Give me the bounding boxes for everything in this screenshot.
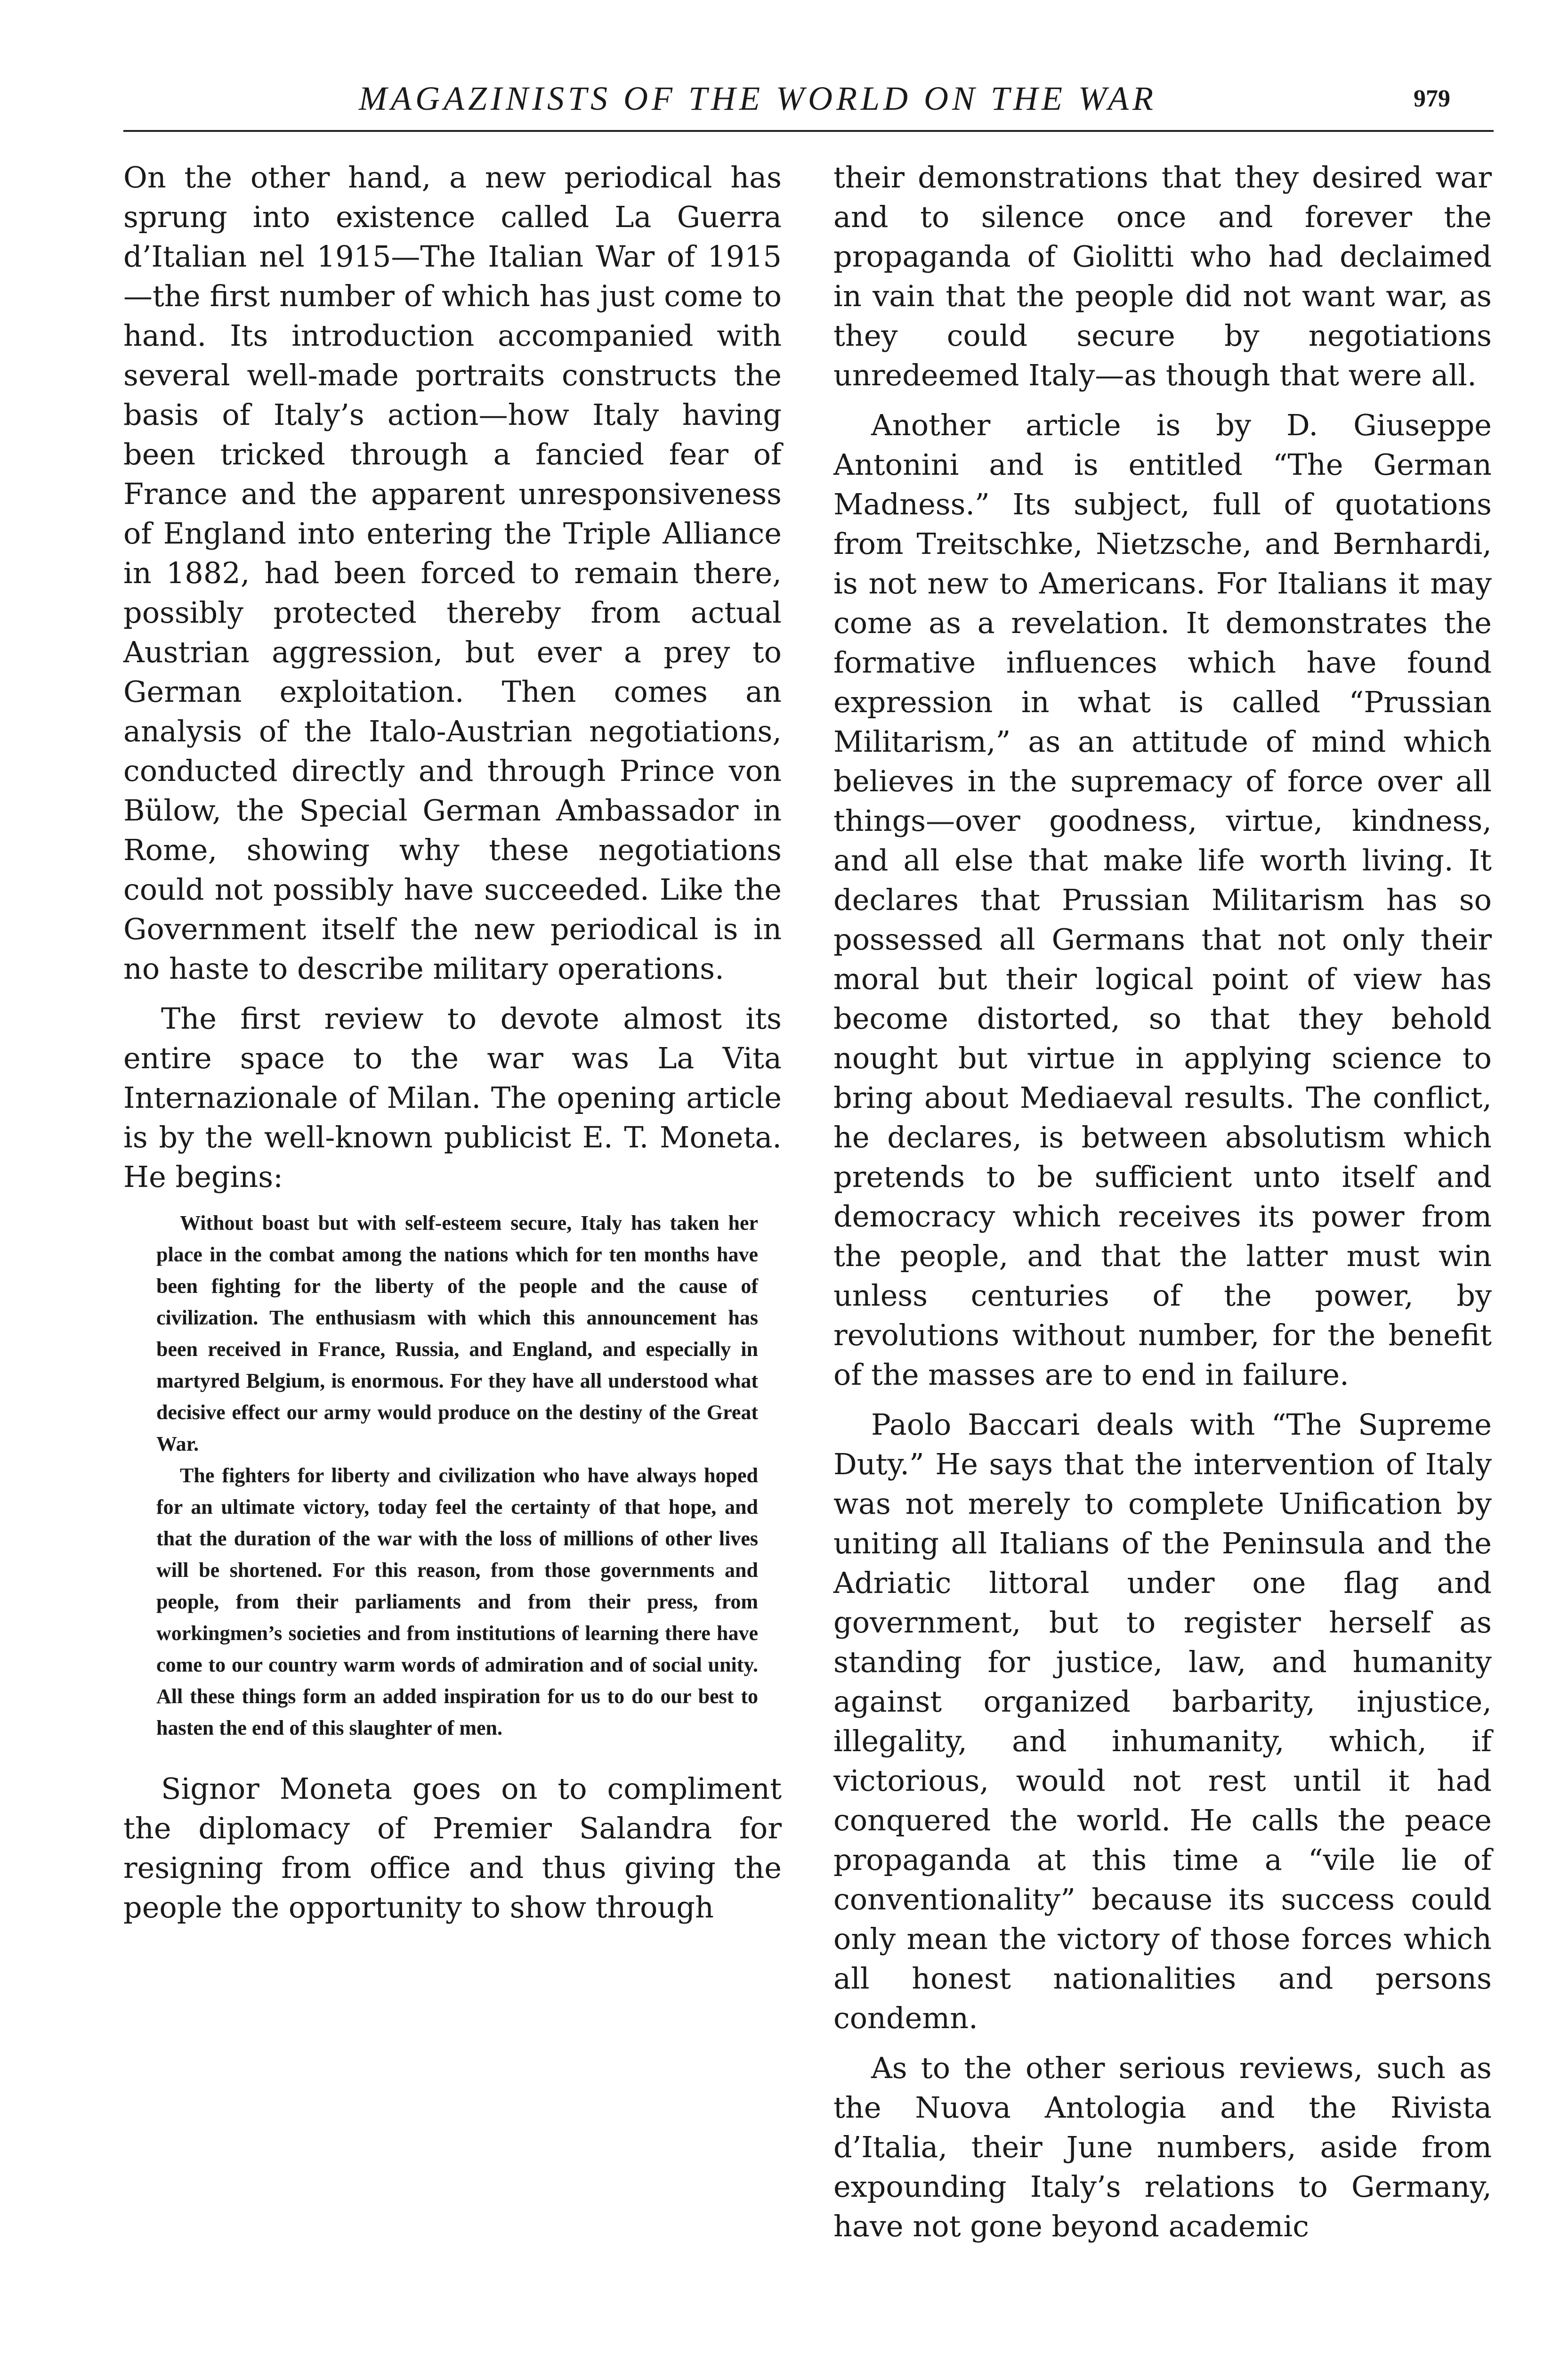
body-paragraph: Another article is by D. Giuseppe Antonini and is entitled “The German Madness.” Its subject, full of quotations from Treitschke, Nietzsche, and Bernhardi, is not new to Americans. For Italians it may come as a revelation. It demonstrates the formative influences which have found expression in what is called “Prussian Militarism,” as an attitude of mind which believes in the supremacy of force over all things—over goodness, virtue, kindness, and all else that make life worth living. It declares that Prussian Militarism has so possessed all Germans that not only their moral but their logical point of view has become distorted, so that they behold nought but virtue in applying science to bring about Mediaeval results. The conflict, he declares, is between absolutism which pretends to be sufficient unto itself and democracy which receives its power from the people, and that the latter must win unless centuries of the power, by revolutions without number, for the benefit of the masses are to end in failure. — [833, 408, 1492, 1392]
quote-paragraph: Without boast but with self-esteem secure, Italy has taken her place in the combat among the nations which for ten months have been fighting for the liberty of the people and the cause of civilization. The enthusiasm with which this announcement has been received in France, Russia, and England, and especially in martyred Belgium, is enormous. For they have all understood what decisive effect our army would produce on the destiny of the Great War. — [156, 1211, 758, 1455]
body-paragraph: On the other hand, a new periodical has sprung into existence called La Guerra d’Italian nel 1915—The Italian War of 1915—the first number of which has just come to hand. Its introduction accompanied with several well-made portraits constructs the basis of Italy’s action—how Italy having been tricked through a fancied fear of France and the apparent unresponsiveness of England into entering the Triple Alliance in 1882, had been forced to remain there, possibly protected thereby from actual Austrian aggression, but ever a prey to German exploitation. Then comes an analysis of the Italo-Austrian negotiations, conducted directly and through Prince von Bülow, the Special German Ambassador in Rome, showing why these negotiations could not possibly have succeeded. Like the Government itself the new periodical is in no haste to describe military operations. — [123, 160, 782, 986]
running-head: MAGAZINISTS OF THE WORLD ON THE WAR — [359, 80, 1157, 117]
page-header — [123, 71, 1488, 118]
header-rule — [123, 130, 1494, 132]
right-column — [833, 158, 1492, 2257]
body-paragraph: their demonstrations that they desired war and to silence once and forever the propaganda of Giolitti who had declaimed in vain that the people did not want war, as they could secure by negotiations unredeemed Italy—as though that were all. — [833, 160, 1492, 392]
body-paragraph: The first review to devote almost its entire space to the war was La Vita Internazionale of Milan. The opening article is by the well-known publicist E. T. Moneta. He begins: — [123, 1001, 782, 1194]
quote-paragraph: The fighters for liberty and civilization who have always hoped for an ultimate victory, today feel the certainty of that hope, and that the duration of the war with the loss of millions of other lives will be shortened. For this reason, from those governments and people, from their parliaments and from their press, from workingmen’s societies and from institutions of learning there have come to our country warm words of admiration and of social unity. All these things form an added inspiration for us to do our best to hasten the end of this slaughter of men. — [156, 1464, 758, 1739]
body-paragraph: Paolo Baccari deals with “The Supreme Duty.” He says that the intervention of Italy was not merely to complete Unification by uniting all Italians of the Peninsula and the Adriatic littoral under one flag and government, but to register herself as standing for justice, law, and humanity against organized barbarity, injustice, illegality, and inhumanity, which, if victorious, would not rest until it had conquered the world. He calls the peace propaganda at this time a “vile lie of conventionality” because its success could only mean the victory of those forces which all honest nationalities and persons condemn. — [833, 1407, 1492, 2035]
page-number: 979 — [1414, 85, 1450, 112]
block-quote — [156, 1207, 758, 1744]
left-column — [123, 158, 782, 1938]
body-paragraph: Signor Moneta goes on to compliment the diplomacy of Premier Salandra for resigning from office and thus giving the people the opportunity to show through — [123, 1771, 782, 1925]
body-paragraph: As to the other serious reviews, such as the Nuova Antologia and the Rivista d’Italia, their June numbers, aside from expounding Italy’s relations to Germany, have not gone beyond academic — [833, 2051, 1492, 2243]
